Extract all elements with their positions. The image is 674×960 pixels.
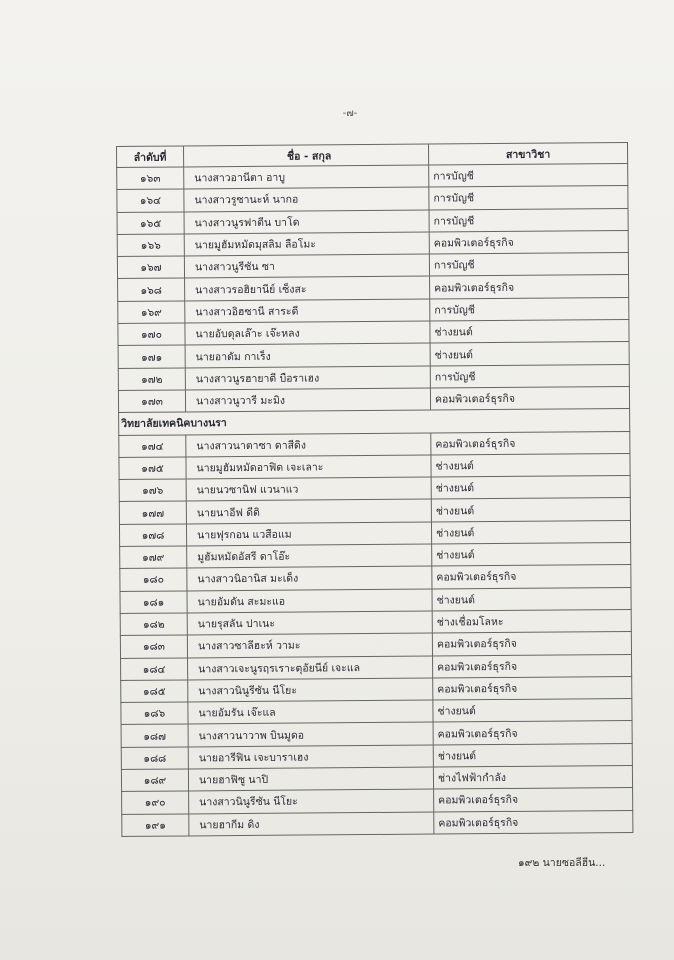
row-name: นายอาดัม กาเร็ง	[185, 343, 430, 367]
row-name: นางสาวนินูรีซัน นีโยะ	[188, 678, 433, 702]
row-major: คอมพิวเตอร์ธุรกิจ	[433, 721, 632, 745]
row-major: ช่างยนต์	[431, 453, 630, 477]
row-name: นางสาวนาตาซา ดาสีดิง	[186, 433, 431, 457]
row-name: นางสาวอานีตา อาบู	[184, 165, 429, 189]
header-major: สาขาวิชา	[428, 142, 627, 165]
row-name: นายรุสลัน ปาเนะ	[187, 611, 432, 635]
row-major: ช่างยนต์	[433, 699, 632, 723]
row-number: ๑๖๕	[117, 212, 184, 235]
row-major: การบัญชี	[429, 208, 628, 232]
row-name: นายอัมรัน เจ๊ะแล	[188, 700, 433, 724]
row-name: นายฮาฟิซู นาปิ	[188, 767, 433, 791]
row-number: ๑๙๑	[122, 814, 189, 837]
row-number: ๑๗๗	[119, 501, 186, 524]
row-number: ๑๘๖	[121, 702, 188, 725]
row-number: ๑๗๐	[118, 323, 185, 346]
row-name: นางสาวเจะนูรฤรเราะตุอัยนีย์ เจะแล	[188, 656, 433, 680]
row-number: ๑๖๙	[118, 301, 185, 324]
row-number: ๑๗๓	[118, 390, 185, 413]
row-major: ช่างเชื่อมโลหะ	[432, 609, 631, 633]
section-title: วิทยาลัยเทคนิคบางนรา	[119, 409, 630, 435]
row-name: นายมูฮัมหมัดมุสลิม ลือโมะ	[184, 232, 429, 256]
row-number: ๑๗๖	[119, 479, 186, 502]
row-name: นางสาวนูรฮายาตี บือราเฮง	[185, 366, 430, 390]
row-number: ๑๖๘	[118, 278, 185, 301]
row-name: นางสาวนิอานิส มะเด็ง	[187, 566, 432, 590]
table-body-section-2	[119, 431, 633, 836]
row-name: นางสาวนูรีซัน ซา	[184, 254, 429, 278]
row-major: คอมพิวเตอร์ธุรกิจ	[431, 431, 630, 455]
row-number: ๑๙๐	[122, 791, 189, 814]
row-name: นางสาวนาวาพ บินมูดอ	[188, 722, 433, 746]
row-major: การบัญชี	[430, 297, 629, 321]
student-roster-table	[116, 142, 633, 837]
row-name: นายมูฮัมหมัดอาฟิด เจะเลาะ	[186, 455, 431, 479]
row-major: ช่างยนต์	[433, 743, 632, 767]
header-name: ชื่อ - สกุล	[184, 144, 429, 167]
row-major: คอมพิวเตอร์ธุรกิจ	[432, 565, 631, 589]
row-major: คอมพิวเตอร์ธุรกิจ	[433, 654, 632, 678]
row-name: มูฮัมหมัดอัสรี ดาโอ๊ะ	[187, 544, 432, 568]
row-number: ๑๗๑	[118, 345, 185, 368]
row-number: ๑๖๖	[117, 234, 184, 257]
row-number: ๑๗๕	[119, 457, 186, 480]
row-major: ช่างยนต์	[431, 520, 630, 544]
row-name: นางสาวรูซานะห์ นากอ	[184, 187, 429, 211]
row-name: นายฮากีม ดิง	[189, 812, 434, 836]
row-name: นายนวซานิฟ แวนาแว	[186, 477, 431, 501]
row-name: นายอัมดัน สะมะแอ	[187, 589, 432, 613]
row-major: ช่างยนต์	[431, 476, 630, 500]
row-number: ๑๘๘	[121, 747, 188, 770]
row-major: ช่างไฟฟ้ากำลัง	[433, 765, 632, 789]
row-name: นายนาอีฟ ดีดิ	[186, 499, 431, 523]
row-number: ๑๗๘	[119, 524, 186, 547]
row-number: ๑๘๑	[120, 591, 187, 614]
row-name: นางสาวซาลีฮะห์ วามะ	[187, 633, 432, 657]
row-name: นายอารีฟิน เจะบาราเฮง	[188, 745, 433, 769]
row-major: ช่างยนต์	[430, 320, 629, 344]
row-major: ช่างยนต์	[431, 498, 630, 522]
row-major: ช่างยนต์	[432, 587, 631, 611]
row-number: ๑๖๗	[117, 256, 184, 279]
header-no: ลำดับที่	[117, 146, 184, 168]
row-number: ๑๗๔	[119, 435, 186, 458]
row-number: ๑๘๓	[120, 635, 187, 658]
row-major: การบัญชี	[430, 364, 629, 388]
row-major: คอมพิวเตอร์ธุรกิจ	[433, 676, 632, 700]
row-name: นายฟุรกอน แวสือแม	[186, 522, 431, 546]
row-number: ๑๖๓	[117, 167, 184, 190]
row-name: นางสาวรอฮิยานีย์ เซ็งสะ	[185, 277, 430, 301]
row-number: ๑๘๙	[121, 769, 188, 792]
row-major: คอมพิวเตอร์ธุรกิจ	[432, 632, 631, 656]
row-number: ๑๘๒	[120, 613, 187, 636]
row-major: ช่างยนต์	[430, 342, 629, 366]
row-major: คอมพิวเตอร์ธุรกิจ	[434, 810, 633, 834]
row-name: นางสาวอิฮซานี สาระดี	[185, 299, 430, 323]
row-number: ๑๖๔	[117, 189, 184, 212]
row-major: คอมพิวเตอร์ธุรกิจ	[429, 230, 628, 254]
row-number: ๑๘๐	[120, 568, 187, 591]
row-number: ๑๘๕	[121, 680, 188, 703]
row-name: นางสาวนูวารี มะมิง	[185, 388, 430, 412]
table-body-section-1	[117, 163, 630, 412]
row-major: การบัญชี	[429, 253, 628, 277]
row-number: ๑๘๔	[121, 657, 188, 680]
page-number: -๗-	[342, 108, 358, 119]
row-major: คอมพิวเตอร์ธุรกิจ	[430, 275, 629, 299]
row-number: ๑๗๙	[120, 546, 187, 569]
row-major: การบัญชี	[429, 163, 628, 187]
continuation-note: ๑๙๒ นายซอลีฮีน...	[518, 857, 606, 869]
row-name: นางสาวนินูรีซัน นีโยะ	[189, 789, 434, 813]
row-major: การบัญชี	[429, 186, 628, 210]
table-row	[122, 810, 633, 836]
row-major: คอมพิวเตอร์ธุรกิจ	[434, 788, 633, 812]
row-number: ๑๗๒	[118, 368, 185, 391]
row-major: ช่างยนต์	[432, 543, 631, 567]
row-name: นายอับดุลเล๊าะ เจ๊ะหลง	[185, 321, 430, 345]
row-major: คอมพิวเตอร์ธุรกิจ	[430, 386, 629, 410]
row-number: ๑๘๗	[121, 724, 188, 747]
row-name: นางสาวนูรฟาตีน บาโด	[184, 210, 429, 234]
